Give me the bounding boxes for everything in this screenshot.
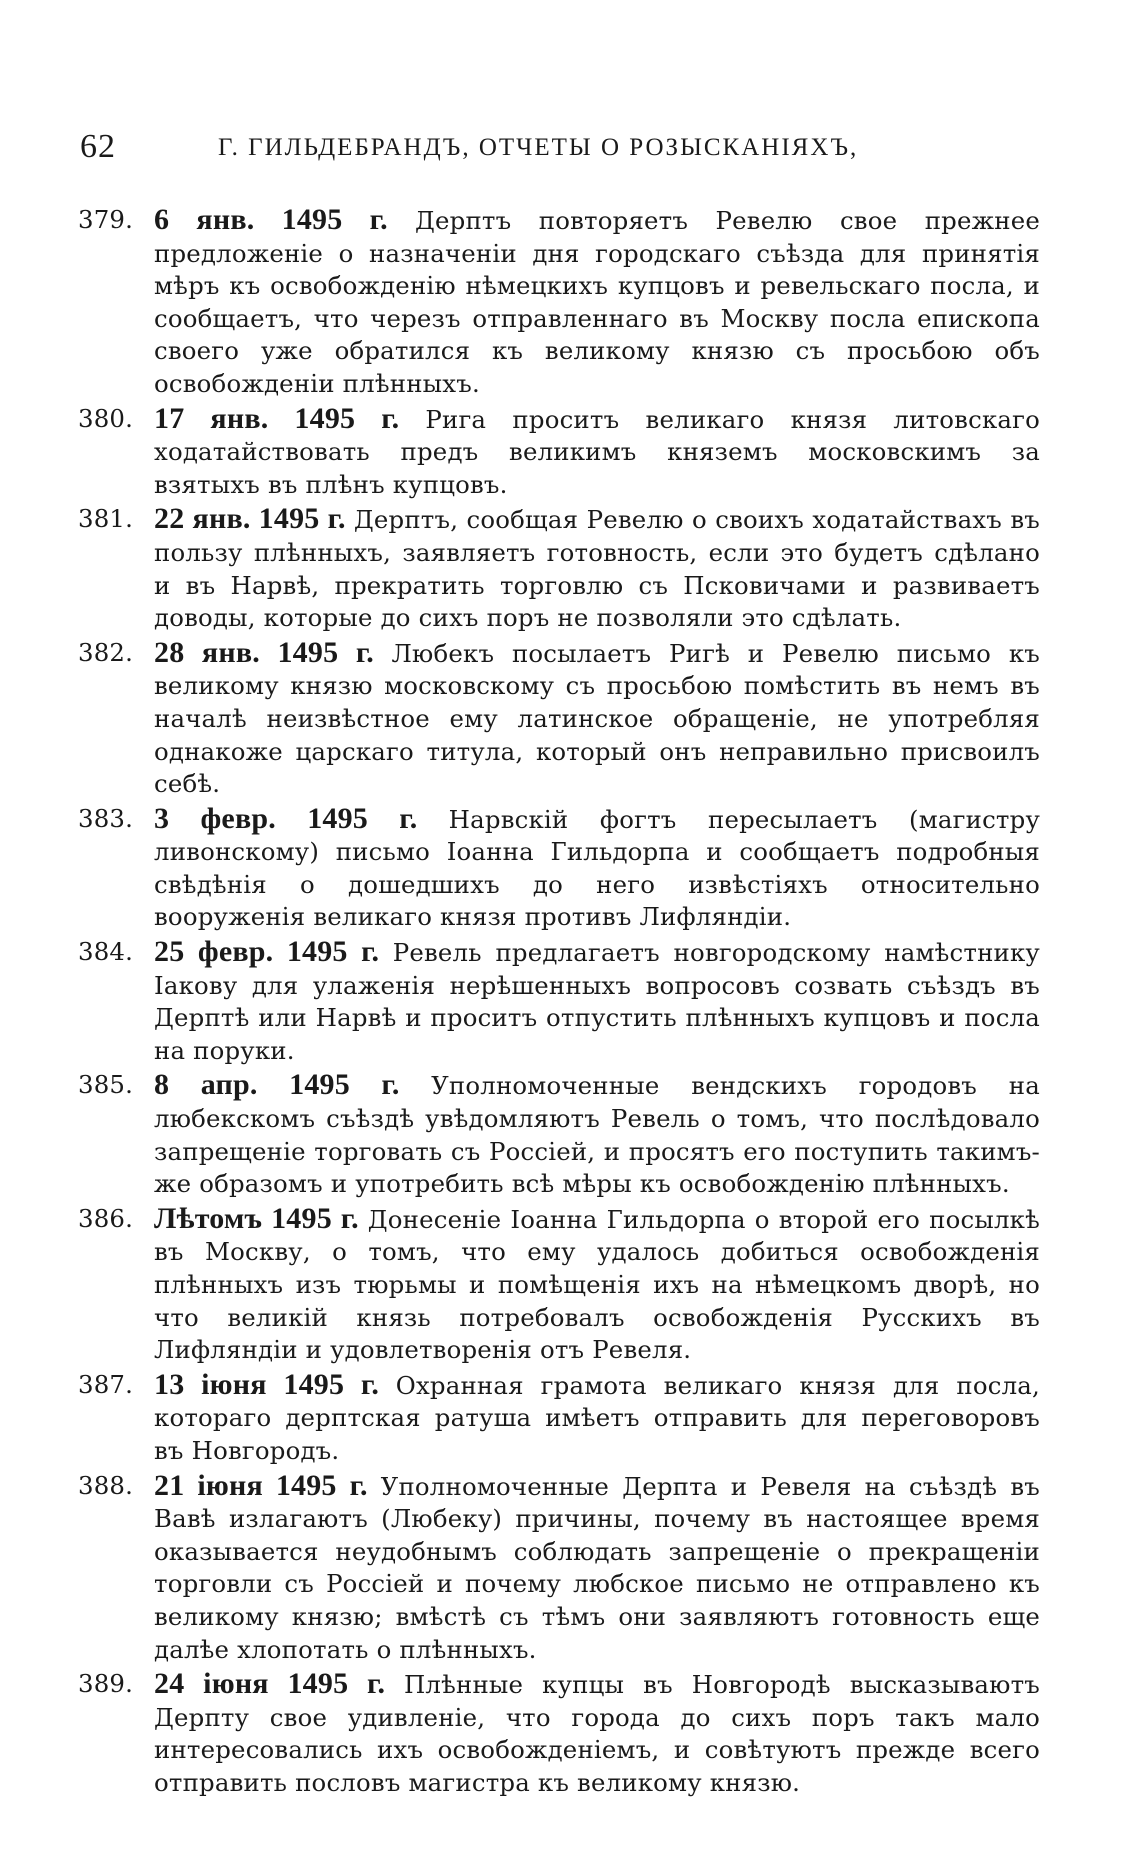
entry-date: 28 янв. 1495 г.: [154, 635, 392, 669]
entry-number: 384.: [78, 937, 134, 967]
entry-379: [78, 204, 1040, 401]
entry-text: Уполномоченные Дерпта и Ревеля на съѣздѣ въ Вавѣ излагаютъ (Любеку) причины, почему въ настоящее время оказывается неудобнымъ соблюдать запрещеніе о прекращеніи торговли съ Россіей и почему любское письмо не отправлено къ великому князю; вмѣстѣ съ тѣмъ они заявляютъ готовность еще далѣе хлопотать о плѣнныхъ.: [154, 1471, 1040, 1664]
entry-386: [78, 1203, 1040, 1367]
entry-date: Лѣтомъ 1495 г.: [154, 1201, 368, 1235]
entry-number: 382.: [78, 637, 134, 667]
entry-text: Охранная грамота великаго князя для посла, котораго дерптская ратуша имѣетъ отправить для переговоровъ въ Новгородъ.: [154, 1370, 1040, 1465]
entry-text: Дерптъ, сообщая Ревелю о своихъ ходатайствахъ въ пользу плѣнныхъ, заявляетъ готовность, если это будетъ сдѣлано и въ Нарвѣ, прекратить торговлю съ Псковичами и развиваетъ доводы, которые до сихъ поръ не позволяли это сдѣлать.: [154, 505, 1041, 633]
entry-number: 379.: [78, 205, 134, 234]
entry-384: [78, 936, 1040, 1067]
entry-text: Рига проситъ великаго князя литовскаго ходатайствовать предъ великимъ княземъ московскимъ за взятыхъ въ плѣнъ купцовъ.: [154, 404, 1040, 499]
entry-388: [78, 1470, 1040, 1667]
entry-text: Донесеніе Іоанна Гильдорпа о второй его посылкѣ въ Москву, о томъ, что ему удалось добиться освобожденія плѣнныхъ изъ тюрьмы и помѣщенія ихъ на нѣмецкомъ дворѣ, но что великій князь потребовалъ освобожденія Русскихъ въ Лифляндіи и удовлетворенія отъ Ревеля.: [154, 1204, 1040, 1365]
entry-387: [78, 1369, 1040, 1468]
document-page: [78, 120, 1040, 1802]
entry-380: [78, 403, 1040, 502]
page-number: 62: [80, 128, 116, 165]
entry-389: [78, 1668, 1040, 1799]
entry-number: 381.: [78, 504, 134, 534]
entry-date: 24 іюня 1495 г.: [154, 1667, 404, 1701]
entry-date: 3 февр. 1495 г.: [154, 801, 449, 835]
entry-date: 13 іюня 1495 г.: [154, 1367, 396, 1401]
page-header: [78, 120, 1040, 180]
entry-text: Дерптъ повторяетъ Ревелю свое прежнее предложеніе о назначеніи дня городскаго съѣзда для принятія мѣръ къ освобожденію нѣмецкихъ купцовъ и ревельскаго посла, и сообщаетъ, что черезъ отправленнаго въ Москву посла епископа своего уже обратился къ великому князю съ просьбою объ освобожденіи плѣнныхъ.: [154, 206, 1040, 398]
entry-number: 389.: [78, 1669, 134, 1699]
entry-385: [78, 1069, 1040, 1200]
entry-text: Нарвскій фогтъ пересылаетъ (магистру ливонскому) письмо Іоанна Гильдорпа и сообщаетъ подробныя свѣдѣнія о дошедшихъ до него извѣстіяхъ относительно вооруженія великаго князя противъ Лифляндіи.: [154, 804, 1040, 932]
entry-date: 25 февр. 1495 г.: [154, 935, 393, 969]
entry-date: 21 іюня 1495 г.: [154, 1468, 381, 1502]
entry-date: 8 апр. 1495 г.: [154, 1068, 432, 1102]
entry-text: Плѣнные купцы въ Новгородѣ высказываютъ Дерпту свое удивленіе, что города до сихъ поръ такъ мало интересовались ихъ освобожденіемъ, и совѣтуютъ прежде всего отправить пословъ магистра къ великому князю.: [154, 1670, 1040, 1797]
entry-number: 385.: [78, 1070, 134, 1100]
entry-date: 17 янв. 1495 г.: [154, 401, 426, 435]
entry-number: 388.: [78, 1470, 134, 1500]
entry-number: 383.: [78, 803, 134, 833]
entry-383: [78, 803, 1040, 934]
entry-number: 380.: [78, 403, 134, 433]
entry-date: 6 янв. 1495 г.: [154, 203, 415, 236]
entry-number: 386.: [78, 1203, 134, 1233]
entry-text: Любекъ посылаетъ Ригѣ и Ревелю письмо къ великому князю московскому съ просьбою помѣстить въ немъ въ началѣ неизвѣстное ему латинское обращеніе, не употребляя однакоже царскаго титула, который онъ неправильно присвоилъ себѣ.: [154, 638, 1041, 799]
entry-381: [78, 503, 1040, 634]
entry-number: 387.: [78, 1369, 134, 1399]
running-title: Г. ГИЛЬДЕБРАНДЪ, ОТЧЕТЫ О РОЗЫСКАНІЯХЪ,: [218, 134, 859, 161]
entry-text: Ревель предлагаетъ новгородскому намѣстнику Іакову для улаженія нерѣшенныхъ вопросовъ созвать съѣздъ въ Дерптѣ или Нарвѣ и проситъ отпустить плѣнныхъ купцовъ и посла на поруки.: [154, 938, 1040, 1065]
entry-382: [78, 637, 1040, 801]
entry-list: [78, 204, 1040, 1800]
entry-date: 22 янв. 1495 г.: [154, 502, 354, 536]
entry-text: Уполномоченные вендскихъ городовъ на любекскомъ съѣздѣ увѣдомляютъ Ревель о томъ, что послѣдовало запрещеніе торговать съ Россіей, и просятъ его поступить такимъ-же образомъ и употребить всѣ мѣры къ освобожденію плѣнныхъ.: [154, 1071, 1040, 1199]
